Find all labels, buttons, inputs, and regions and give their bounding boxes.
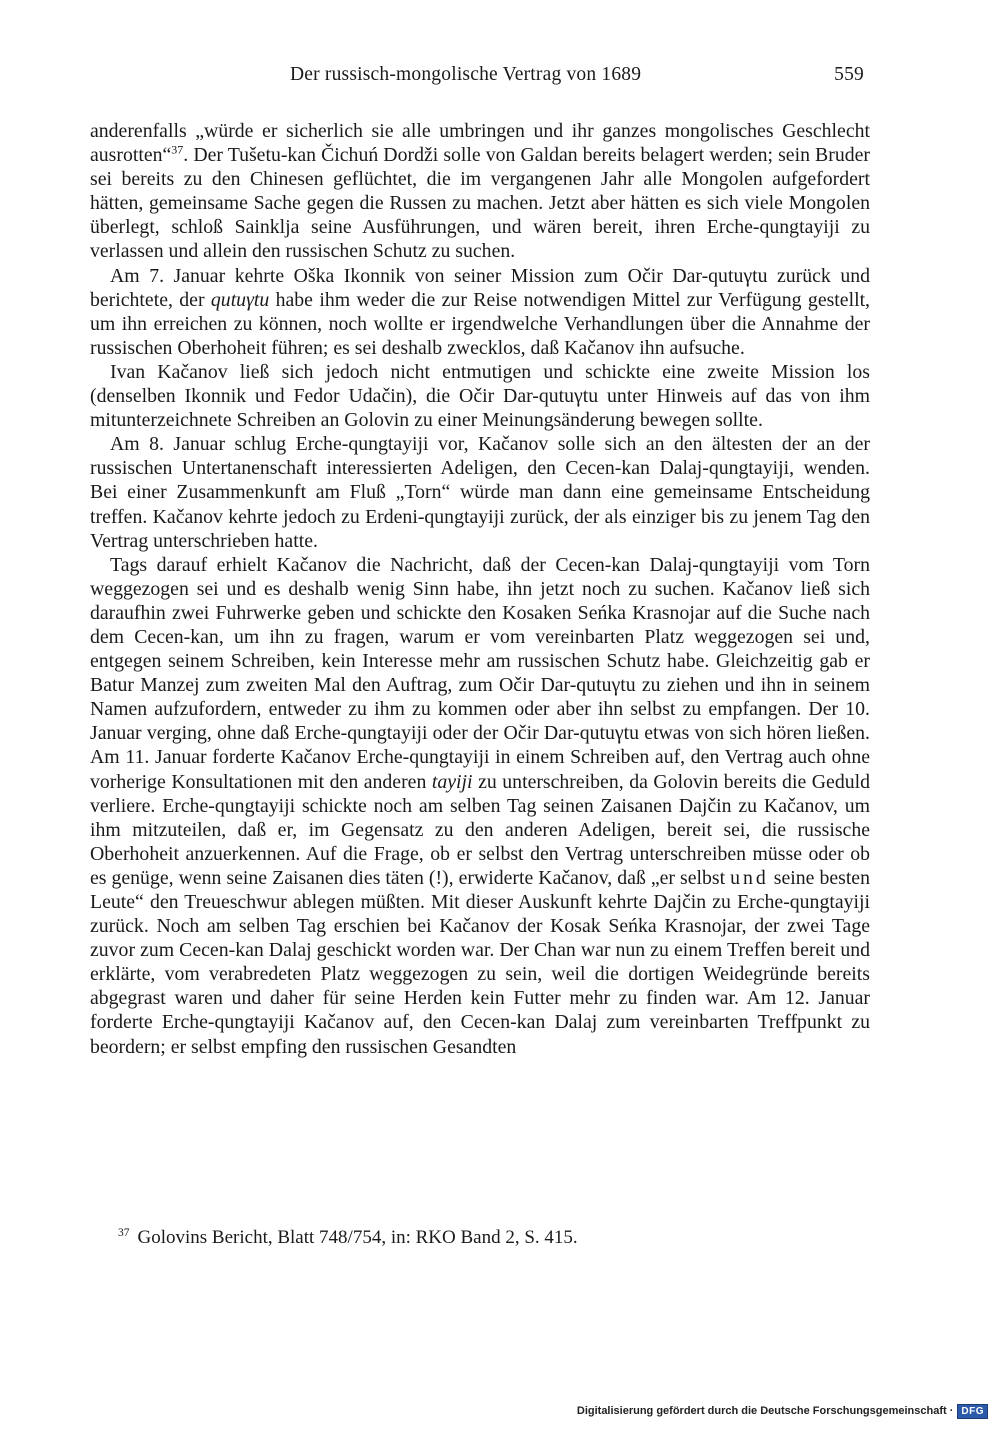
paragraph-5-text-a: Tags darauf erhielt Kačanov die Nachricht, daß der Cecen-kan Dalaj-qungtayiji vom Torn weggezogen sei und es deshalb wenig Sinn habe, ihn jetzt noch zu suchen. Kačanov ließ sich daraufhin zwei Fuhrwerke geben und schickte den Kosaken Seńka Krasnojar auf die Suche nach dem Cecen-kan, um ihn zu fragen, warum er vom vereinbarten Platz weggezogen sei und, entgegen seinem Schreiben, kein Interesse mehr am russischen Schutz habe. Gleichzeitig gab er Batur Manzej zum zweiten Mal den Auftrag, zum Očir Dar-qutuγtu zu ziehen und ihn in seinem Namen aufzufordern, entweder zu ihm zu kommen oder aber ihn selbst zu empfangen. Der 10. Januar verging, ohne daß Erche-qungtayiji oder der Očir Dar-qutuγtu etwas von sich hören ließen. Am 11. Januar forderte Kačanov Erche-qungtayiji in einem Schreiben auf, den Vertrag auch ohne vorherige Konsultationen mit den anderen	[90, 553, 870, 793]
paragraph-3: Ivan Kačanov ließ sich jedoch nicht entmutigen und schickte eine zweite Mission los (denselben Ikonnik und Fedor Udačin), die Očir Dar-qutuγtu unter Hinweis auf das von ihm mitunterzeichnete Schreiben an Golovin zu einer Meinungsänderung bewegen sollte.	[90, 360, 870, 432]
paragraph-5-italic: tayiji	[431, 770, 473, 793]
running-header	[92, 64, 872, 94]
paragraph-2-text-a: Am 7. Januar kehrte Oška Ikonnik von seiner Mission zum Očir Dar-qutuγtu zurück und berichtete, der	[90, 264, 870, 311]
paragraph-5-text-c: seine besten Leute“ den Treueschwur ablegen müßten. Mit dieser Auskunft kehrte Dajčin zu Erche-qungtayiji zurück. Noch am selben Tag erschien bei Kačanov der Kosak Seńka Krasnojar, der zwei Tage zuvor zum Cecen-kan Dalaj geschickt worden war. Der Chan war nun zu einem Treffen bereit und erklärte, vom verabredeten Platz weggezogen zu sein, weil die dortigen Weidegründe bereits abgegrast waren und daher für seine Herden kein Futter mehr zu finden war. Am 12. Januar forderte Erche-qungtayiji Kačanov auf, den Cecen-kan Dalaj zum vereinbarten Treffpunkt zu beordern; er selbst empfing den russischen Gesandten	[90, 866, 870, 1058]
footnote-number: 37	[118, 1226, 130, 1239]
paragraph-5	[90, 553, 870, 1059]
paragraph-2-text-b: habe ihm weder die zur Reise notwendigen Mittel zur Verfügung gestellt, um ihn erreichen zu können, noch wollte er irgendwelche Verhandlungen über die Annahme der russischen Oberhoheit führen; es sei deshalb zwecklos, daß Kačanov ihn aufsuche.	[90, 288, 871, 359]
paragraph-2	[90, 264, 870, 360]
dfg-logo: DFG	[957, 1404, 988, 1419]
paragraph-1-text-a: anderenfalls „würde er sicherlich sie alle umbringen und ihr ganzes mongolisches Geschlecht ausrotten“	[90, 120, 870, 167]
body-text	[90, 119, 870, 1059]
credit-text: Digitalisierung gefördert durch die Deutsche Forschungsgemeinschaft ·	[576, 1405, 954, 1417]
page-number: 559	[834, 64, 864, 85]
paragraph-1-text-b: . Der Tušetu-kan Čichuń Dordži solle von Galdan bereits belagert werden; sein Bruder sei bereits zu den Chinesen geflüchtet, die im vergangenen Jahr alle Mongolen aufgefordert hätten, gemeinsame Sache gegen die Russen zu machen. Jetzt aber hätten es sich viele Mongolen überlegt, schloß Sainklja seine Ausführungen, und wären bereit, ihren Erche-qungtayiji zu verlassen und allein den russischen Schutz zu suchen.	[90, 144, 870, 263]
running-title: Der russisch-mongolische Vertrag von 1689	[290, 64, 642, 85]
paragraph-5-spaced: und	[730, 866, 769, 889]
paragraph-5-text-b: zu unterschreiben, da Golovin bereits die Geduld verliere. Erche-qungtayiji schickte noch am selben Tag seinen Zaisanen Dajčin zu Kačanov, um ihm mitzuteilen, daß er, im Gegensatz zu den anderen Adeligen, bereit sei, die russische Oberhoheit anzuerkennen. Auf die Frage, ob er selbst den Vertrag unterschreiben müsse oder ob es genüge, wenn seine Zaisanen dies täten (!), erwiderte Kačanov, daß „er selbst	[90, 770, 870, 889]
footnote	[118, 1226, 878, 1250]
paragraph-1	[90, 119, 870, 264]
footnote-reference: 37	[171, 142, 184, 157]
digitization-credit	[577, 1401, 988, 1421]
footnote-text: Golovins Bericht, Blatt 748/754, in: RKO Band 2, S. 415.	[137, 1227, 578, 1248]
paragraph-2-italic: qutuγtu	[210, 288, 270, 311]
paragraph-4: Am 8. Januar schlug Erche-qungtayiji vor, Kačanov solle sich an den ältesten der an der russischen Untertanenschaft interessierten Adeligen, den Cecen-kan Dalaj-qungtayiji, wenden. Bei einer Zusammenkunft am Fluß „Torn“ würde man dann eine gemeinsame Entscheidung treffen. Kačanov kehrte jedoch zu Erdeni-qungtayiji zurück, der als einziger bis zu jenem Tag den Vertrag unterschrieben hatte.	[90, 433, 870, 552]
